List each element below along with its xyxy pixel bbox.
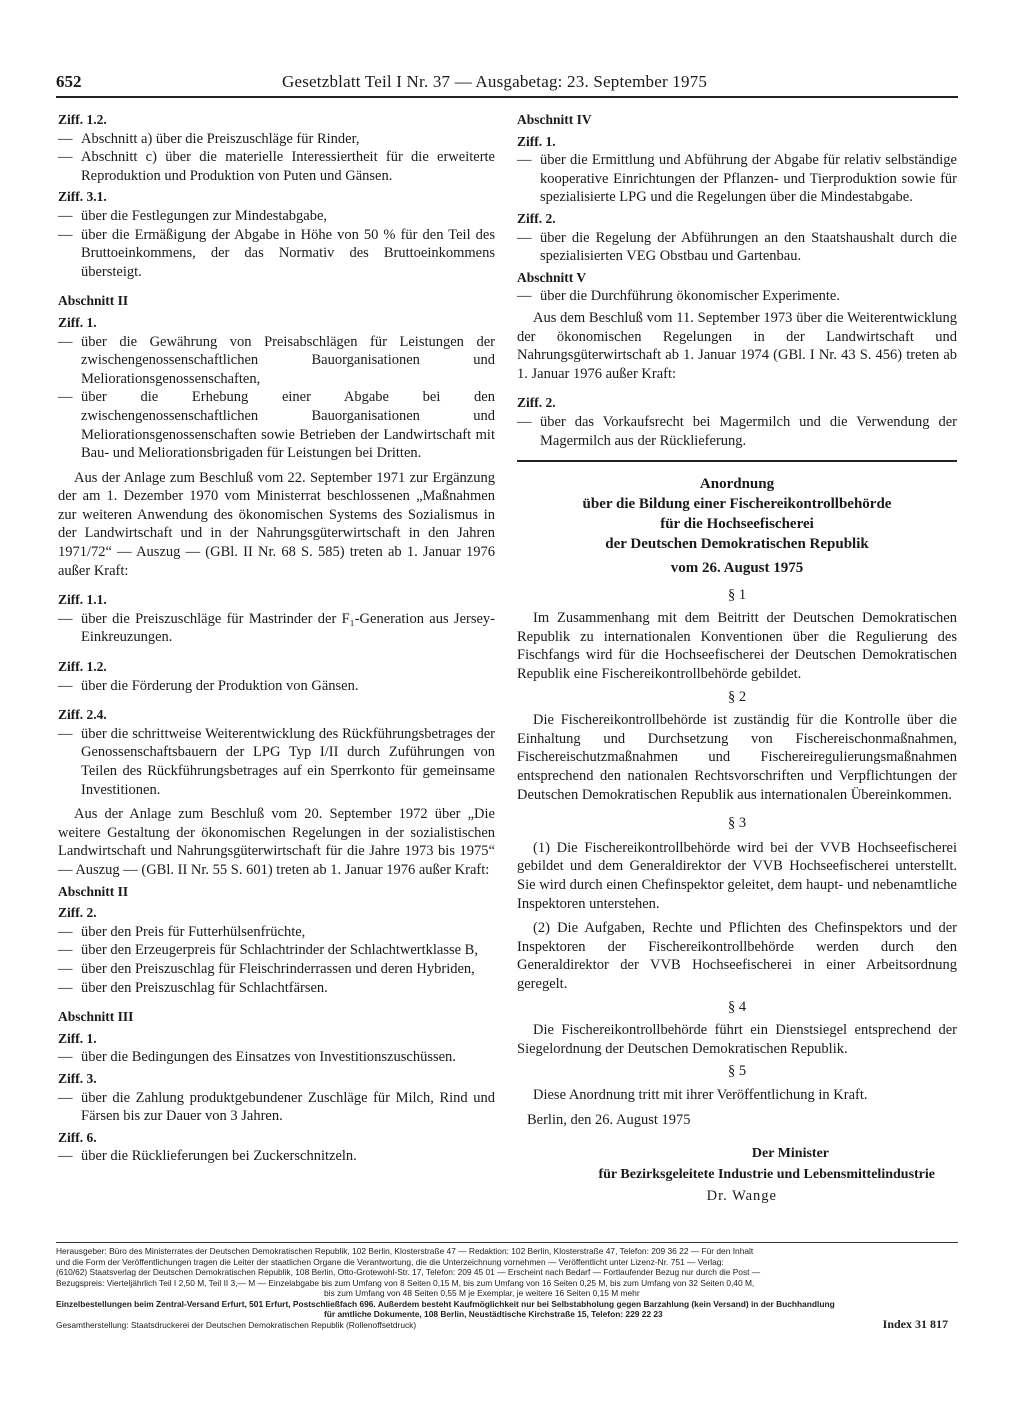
imprint-line: (610/62) Staatsverlag der Deutschen Demokratischen Republik, 108 Berlin, Otto-Grotewohl-Str. 17, Telefon: 209 45 01 — Erscheint nach Bedarf — Fortlaufender Bezug nur durch die Post — [56, 1267, 761, 1277]
list-item: — Abschnitt a) über die Preiszuschläge für Rinder, [58, 130, 360, 147]
list-item: — über die Gewährung von Preisabschlägen für Leistungen der zwischengenossenschaftlichen Bauorganisationen und Meliorationsgenossenschaften, [58, 333, 495, 387]
section-label: Abschnitt III [58, 1009, 134, 1025]
header-rule [56, 96, 958, 98]
imprint-rule [56, 1242, 958, 1243]
imprint-line: Einzelbestellungen beim Zentral-Versand Erfurt, 501 Erfurt, Postschließfach 696. Außerdem besteht Kaufmöglichkeit nur bei Selbstabholung gegen Barzahlung (kein Versand) in der Buchhandlung [56, 1298, 835, 1309]
ordinance-date: vom 26. August 1975 [670, 560, 804, 577]
body-paragraph: Aus der Anlage zum Beschluß vom 22. September 1971 zur Ergänzung der am 1. Dezember 1970 vom Ministerrat beschlossenen „Maßnahmen zur weiteren Anwendung des ökonomischen Systems des Sozialismus in der Landwirtschaft und in der Nahrungsgüterwirtschaft in den Jahren 1971/72“ — Auszug — (GBl. II Nr. 68 S. 585) treten ab 1. Januar 1976 außer Kraft: [58, 469, 495, 579]
ordinance-title-line: über die Bildung einer Fischereikontrollbehörde [582, 496, 892, 513]
place-date: Berlin, den 26. August 1975 [527, 1111, 691, 1128]
list-item: — über den Preiszuschlag für Schlachtfärsen. [58, 979, 328, 996]
imprint-line: und die Form der Veröffentlichungen tragen die Leiter der staatlichen Organe die Verantwortung, die die Unterzeichnung vornehmen — Veröffentlicht unter Lizenz-Nr. 751 — Verlag: [56, 1256, 724, 1267]
list-item: — über die Ermäßigung der Abgabe in Höhe von 50 % für den Teil des Bruttoeinkommens, der das Normativ des Bruttoeinkommens übersteigt. [58, 226, 495, 280]
imprint-printer: Gesamtherstellung: Staatsdruckerei der Deutschen Demokratischen Republik (Rollenoffsetdruck) [56, 1319, 417, 1330]
list-item: — über die Ermittlung und Abführung der Abgabe für relativ selbständige kooperative Einrichtungen der Pflanzen- und Tierproduktion sowie für spezialisierte LPG und die Regelungen über die Mindestabgabe. [517, 152, 957, 206]
section-label: Ziff. 3. [58, 1070, 97, 1086]
imprint-line: Bezugspreis: Vierteljährlich Teil I 2,50 M, Teil II 3,— M — Einzelabgabe bis zum Umfang von 8 Seiten 0,15 M, bis zum Umfang von 16 Seiten 0,25 M, bis zum Umfang von 32 Seiten 0,40 M, [56, 1277, 755, 1288]
section-label: Ziff. 1. [58, 314, 97, 330]
body-paragraph: (2) Die Aufgaben, Rechte und Pflichten des Chefinspektors und der Inspektoren der Fischereikontrollbehörde werden durch den Generaldirektor der VVB Hochseefischerei in einer Arbeitsordnung geregelt. [517, 920, 957, 992]
section-label: Ziff. 3.1. [58, 189, 107, 205]
list-item: — über die Durchführung ökonomischer Experimente. [517, 288, 840, 305]
list-item: — über die Zahlung produktgebundener Zuschläge für Milch, Rind und Färsen bis zur Dauer von 3 Jahren. [58, 1089, 495, 1125]
signatory-role: für Bezirksgeleitete Industrie und Lebensmittelindustrie [598, 1166, 935, 1182]
section-label: Abschnitt II [58, 293, 129, 309]
imprint-line: für amtliche Dokumente, 108 Berlin, Neustädtische Kirchstraße 15, Telefon: 229 22 23 [324, 1309, 663, 1319]
section-label: Ziff. 1.1. [58, 592, 107, 608]
list-item: — über die Regelung der Abführungen an den Staatshaushalt durch die spezialisierten VEG Obstbau und Gartenbau. [517, 229, 957, 265]
body-paragraph: Die Fischereikontrollbehörde ist zuständig für die Kontrolle über die Einhaltung und Durchsetzung von Fischereischonmaßnahmen, Fischereischutzmaßnahmen und Fischereiregulierungsmaßnahmen entsprechend den nationalen Rechtsvorschriften und Verpflichtungen der Deutschen Demokratischen Republik aus internationalen Übereinkommen. [517, 712, 957, 803]
list-item: — Abschnitt c) über die materielle Interessiertheit für die erweiterte Reproduktion und Produktion von Puten und Gänsen. [58, 149, 495, 184]
imprint-footer [56, 1316, 958, 1331]
list-item: — über die Festlegungen zur Mindestabgabe, [58, 207, 328, 224]
list-item: — über den Preis für Futterhülsenfrüchte, [58, 923, 306, 940]
imprint-line: bis zum Umfang von 48 Seiten 0,55 M je Exemplar, je weitere 16 Seiten 0,15 M mehr [324, 1288, 640, 1298]
section-divider [517, 460, 957, 462]
paragraph-sign: § 4 [727, 998, 747, 1015]
list-item: — über die Förderung der Produktion von Gänsen. [58, 677, 359, 694]
paragraph-sign: § 3 [727, 815, 747, 832]
list-item: — über das Vorkaufsrecht bei Magermilch und die Verwendung der Magermilch aus der Rücklieferung. [517, 413, 957, 449]
imprint [56, 1246, 958, 1330]
paragraph-sign: § 2 [727, 688, 747, 705]
body-paragraph: Die Fischereikontrollbehörde führt ein Dienstsiegel entsprechend der Siegelordnung der Deutschen Demokratischen Republik. [517, 1022, 957, 1057]
section-label: Ziff. 1.2. [58, 659, 107, 675]
signatory-role: Der Minister [751, 1146, 829, 1162]
body-paragraph: Diese Anordnung tritt mit ihrer Veröffentlichung in Kraft. [533, 1086, 868, 1103]
paragraph-sign: § 5 [727, 1063, 747, 1080]
signatory-name: Dr. Wange [706, 1188, 777, 1205]
body-paragraph: Im Zusammenhang mit dem Beitritt der Deutschen Demokratischen Republik zu internationalen Konventionen über die Regulierung des Fischfangs wird für die Hochseefischerei der Deutschen Demokratischen Republik eine Fischereikontrollbehörde gebildet. [517, 610, 957, 683]
section-label: Ziff. 6. [58, 1129, 97, 1145]
section-label: Ziff. 2. [58, 905, 97, 921]
ordinance-title-line: für die Hochseefischerei [660, 516, 814, 533]
page-number: 652 [56, 72, 82, 91]
section-label: Ziff. 2. [517, 395, 556, 411]
list-item: — über die Bedingungen des Einsatzes von Investitionszuschüssen. [58, 1049, 456, 1066]
ordinance-title-line: Anordnung [699, 476, 775, 493]
ordinance [517, 474, 957, 1206]
body-paragraph: Aus dem Beschluß vom 11. September 1973 über die Weiterentwicklung der ökonomischen Regelungen in der Landwirtschaft und Nahrungsgüterwirtschaft ab 1. Januar 1974 (GBl. I Nr. 43 S. 456) treten ab 1. Januar 1976 außer Kraft: [517, 309, 957, 382]
ordinance-title-line: der Deutschen Demokratischen Republik [605, 536, 869, 553]
section-label: Abschnitt II [58, 883, 129, 899]
section-label: Ziff. 2.4. [58, 707, 107, 723]
list-item: — über die Preiszuschläge für Mastrinder der F₁-Generation aus Jersey-Einkreuzungen. [58, 610, 495, 646]
section-label: Ziff. 1. [58, 1030, 97, 1046]
section-label: Abschnitt V [517, 269, 587, 285]
right-column [517, 108, 957, 1206]
body-paragraph: Aus der Anlage zum Beschluß vom 20. September 1972 über „Die weitere Gestaltung der ökonomischen Regelungen in der sozialistischen Landwirtschaft und Nahrungsgüterwirtschaft für die Jahre 1973 bis 1975“ — Auszug — (GBl. II Nr. 55 S. 601) treten ab 1. Januar 1976 außer Kraft: [58, 806, 495, 878]
list-item: — über die Erhebung einer Abgabe bei den zwischengenossenschaftlichen Bauorganisationen und Meliorationsgenossenschaften sowie Betrieben der Landwirtschaft mit Bau- und Meliorationsbrigaden für Leistungen bei Dritten. [58, 389, 495, 462]
section-label: Ziff. 1. [517, 133, 556, 149]
left-column [58, 108, 495, 1166]
index-number: Index 31 817 [882, 1316, 948, 1331]
list-item: — über die schrittweise Weiterentwicklung des Rückführungsbetrages der Genossenschaftsbauern der LPG Typ I/II durch Zuführungen von Teilen des Rückführungsbetrages auf ein Sperrkonto für gemeinsame Investitionen. [58, 725, 495, 798]
paragraph-sign: § 1 [727, 586, 747, 603]
ordinance-title [517, 474, 957, 554]
section-label: Ziff. 1.2. [58, 112, 107, 127]
body-paragraph: (1) Die Fischereikontrollbehörde wird bei der VVB Hochseefischerei gebildet und dem Generaldirektor der VVB Hochseefischerei unterstellt. Sie wird durch einen Chefinspektor geleitet, dem haupt- und nebenamtliche Inspektoren unterstehen. [517, 839, 957, 912]
section-label: Abschnitt IV [517, 112, 592, 127]
page-header [56, 72, 958, 98]
header-title: Gesetzblatt Teil I Nr. 37 — Ausgabetag: 23. September 1975 [282, 72, 708, 91]
imprint-line: Herausgeber: Büro des Ministerrates der Deutschen Demokratischen Republik, 102 Berlin, Klosterstraße 47 — Redaktion: 102 Berlin, Klosterstraße 47, Telefon: 209 36 22 — Für den Inhalt [56, 1246, 754, 1256]
list-item: — über die Rücklieferungen bei Zuckerschnitzeln. [58, 1148, 357, 1165]
list-item: — über den Erzeugerpreis für Schlachtrinder der Schlachtwertklasse B, [58, 942, 478, 959]
section-label: Ziff. 2. [517, 210, 556, 226]
list-item: — über den Preiszuschlag für Fleischrinderrassen und deren Hybriden, [58, 960, 475, 977]
